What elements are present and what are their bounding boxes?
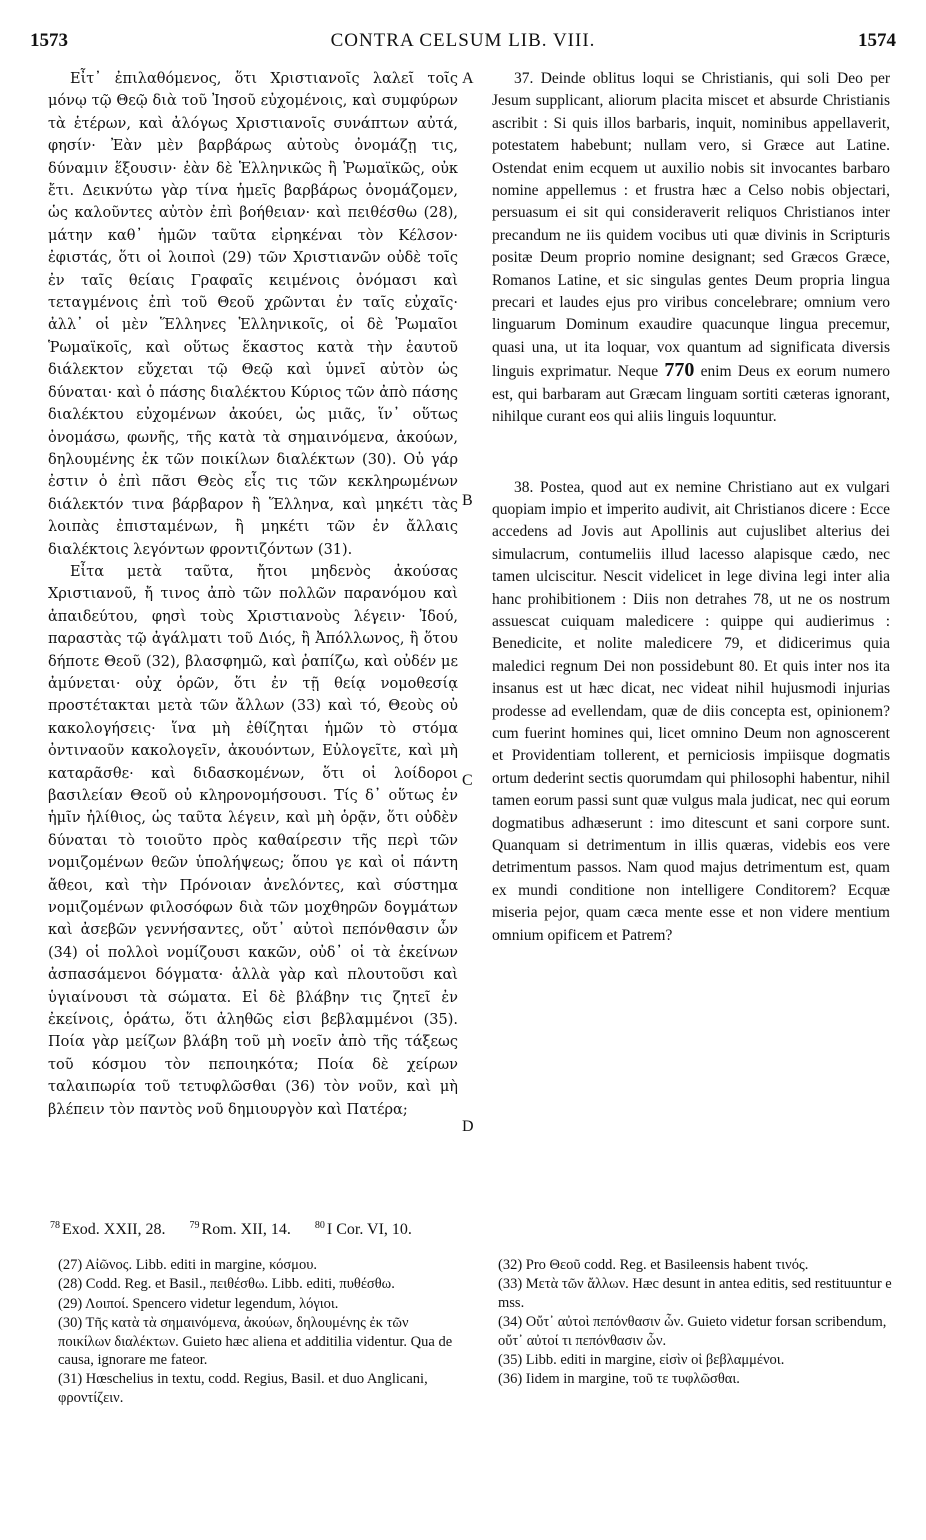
- page-header: [30, 30, 896, 60]
- footnote-36: (36) Iidem in margine, τοῦ τε τυφλῶσθαι.: [498, 1371, 740, 1388]
- latin-paragraph-38: 38. Postea, quod aut ex nemine Christiano aut ex vulgari quopiam impio et imperito audivit, ait Christianos dicere : Ecce accedens ad Jovis aut Apollinis aut cujuslibet alterius dei simulacrum, contumeliis illud lacesso alapisque cædo, nec tamen ulciscitur. Nescit videlicet in lege divina legi inter alia hanc prohibitionem : Diis non detrahes 78, ut ne os nostrum assuescat cuiquam maledicere : quippe qui audierimus : Benedicite, et nolite maledicere 79, et didicerimus quia maledici regnum Dei non possidebunt 80. Et quis inter nos ita insanus est ut hæc dicat, nec videat nihil hujusmodi injurias prodesse ad evellendam, quæ de diis concepta est, opinionem? cum fuerint homines qui, licet omnino Deum non agnoscerent et Providentiam tollerent, et perniciosis impiisque dogmatis ortum dederint sectis quorumdam qui philosophi habentur, nihil tamen eorum passi sunt quæ vulgus mala judicat, nec qui eorum dogmatibus adhæserunt : imo ditescunt et sani corpore sunt. Quanquam si detrimentum in illis quæras, videbis eos vere detrimentum passos. Nam quod majus detrimentum est, quam ex mundi conditione non intelligere Conditorem? Ecquæ miseria pejor, quam cæca mente esse et non videre mentium omnium opificem et Patrem?: [492, 478, 890, 944]
- right-page-number: 1574: [858, 30, 896, 51]
- footnote-28: (28) Codd. Reg. et Basil., πειθέσθω. Libb. editi, πυθέσθω.: [58, 1276, 395, 1293]
- footnote-27: (27) Αἰῶνος. Libb. editi in margine, κόσμου.: [58, 1257, 318, 1273]
- greek-paragraph-1: Εἶτ᾽ ἐπιλαθόμενος, ὅτι Χριστιανοῖς λαλεῖ τοῖς μόνῳ τῷ Θεῷ διὰ τοῦ Ἰησοῦ εὐχομένοις, καὶ συμφύρων τὰ ἑτέρων, καὶ ἀλόγως Χριστιανοῖς συνάπτων αὐτά, φησίν· Ἐὰν μὲν βαρβάρως αὐτοὺς ὀνομάζῃ τις, δύναμιν ἕξουσιν· ἐὰν δὲ Ἑλληνικῶς ἢ Ῥωμαϊκῶς, οὐκ ἔτι. Δεικνύτω γὰρ τίνα ἡμεῖς βαρβάρως ὀνομάζομεν, ὡς καλοῦντες αὐτὸν ἐπὶ βοήθειαν· καὶ πειθέσθω (28), μάτην καθ᾽ ἡμῶν ταῦτα εἰρηκέναι τὸν Κέλσον· ἐφιστάς, ὅτι οἱ λοιποὶ (29) τῶν Χριστιανῶν οὐδὲ τοῖς ἐν ταῖς θείαις Γραφαῖς κειμένοις ὀνόμασι καὶ τεταγμένοις ἐπὶ τοῦ Θεοῦ χρῶνται ἐν ταῖς εὐχαῖς· ἀλλ᾽ οἱ μὲν Ἕλληνες Ἑλληνικοῖς, οἱ δὲ Ῥωμαῖοι Ῥωμαϊκοῖς, καὶ οὕτως ἕκαστος κατὰ τὴν ἑαυτοῦ διάλεκτον εὔχεται τῷ Θεῷ καὶ ὑμνεῖ αὐτὸν ὡς δύναται· καὶ ὁ πάσης διαλέκτου Κύριος τῶν ἀπὸ πάσης διαλέκτου εὐχομένων ἀκούει, ὡς μιᾶς, ἵν᾽ οὕτως ὀνομάσω, φωνῆς, τῆς κατὰ τὰ σημαινόμενα, ἀκούων, δηλουμένης ἐκ τῶν ποικίλων διαλέκτων (30). Οὐ γάρ ἐστιν ὁ ἐπὶ πᾶσι Θεὸς εἷς τις τῶν κεκληρωμένων διάλεκτόν τινα βάρβαρον ἢ Ἕλληνα, καὶ μηκέτι τὰς λοιπὰς ἐπισταμένων, ἢ μηκέτι τῶν ἐν ἄλλαις διαλέκτοις λεγόντων φροντιζόντων (31).: [48, 71, 458, 558]
- reference-80: $^{80}$ I Cor. VI, 10.: [314, 1220, 412, 1239]
- footnote-30: (30) Τῆς κατὰ τὰ σημαινόμενα, ἀκούων, δηλουμένης ἐκ τῶν ποικίλων διαλέκτων. Guieto hæc aliena et additilia videntur. Qua de causa, ignorare me fateor.: [58, 1315, 453, 1369]
- margin-marker-a: A: [462, 70, 474, 87]
- latin-p37-text-end: enim Deus ex eorum numero est, qui barbaram aut Græcam linguam sortiti cæteras ignorant, nihilque curant eos qui aliis linguis loquuntur.: [492, 363, 890, 426]
- greek-column: [48, 68, 458, 1121]
- footnote-29: (29) Λοιποί. Spencero videtur legendum, λόγιοι.: [58, 1295, 339, 1312]
- running-title: CONTRA CELSUM LIB. VIII.: [330, 30, 596, 51]
- margin-marker-c: C: [462, 772, 473, 789]
- footnote-31: (31) Hœschelius in textu, codd. Regius, Basil. et duo Anglicani, φροντίζειν.: [58, 1371, 428, 1406]
- scripture-references: [50, 1220, 890, 1239]
- footnotes-right: [498, 1256, 894, 1390]
- footnote-34: (34) Οὔτ᾽ αὐτοὶ πεπόνθασιν ὧν. Guieto videtur forsan scribendum, οὔτ᾽ αὐτοί τι πεπόνθασιν ὧν.: [498, 1314, 887, 1349]
- latin-paragraph-37: [492, 68, 890, 429]
- footnote-35: (35) Libb. editi in margine, εἰσὶν οἱ βεβλαμμένοι.: [498, 1352, 785, 1369]
- reference-78: $^{78}$ Exod. XXII, 28.: [50, 1220, 166, 1239]
- margin-marker-b: B: [462, 492, 473, 509]
- footnotes-left: [58, 1256, 458, 1408]
- column-number-770: 770: [664, 359, 695, 382]
- margin-marker-d: D: [462, 1118, 474, 1135]
- greek-paragraph-2: Εἶτα μετὰ ταῦτα, ἤτοι μηδενὸς ἀκούσας Χριστιανοῦ, ἤ τινος ἀπὸ τῶν πολλῶν παρανόμου καὶ ἀπαιδεύτου, φησὶ τοὺς Χριστιανοὺς λέγειν· Ἰδού, παραστὰς τῷ ἀγάλματι τοῦ Διός, ἢ Ἀπόλλωνος, ἢ ὅτου δήποτε Θεοῦ (32), βλασφημῶ, καὶ ῥαπίζω, καὶ οὐδέν με ἀμύνεται· οὐχ ὁρῶν, ὅτι ἐν τῇ θείᾳ νομοθεσίᾳ προστέτακται μετὰ τῶν ἄλλων (33) καὶ τό, Θεοὺς οὐ κακολογήσεις· ἵνα μὴ ἐθίζηται ἡμῶν τὸ στόμα ὀντιναοῦν κακολογεῖν, ἀκουόντων, Εὐλογεῖτε, καὶ μὴ καταρᾶσθε· καὶ διδασκομένων, ὅτι οἱ λοίδοροι βασιλείαν Θεοῦ οὐ κληρονομήσουσι. Τίς δ᾽ οὕτως ἐν ἡμῖν ἠλίθιος, ὡς ταῦτα λέγειν, καὶ μὴ ὁρᾷν, ὅτι οὐδὲν δύναται τὸ τοιοῦτο πρὸς καθαίρεσιν τῆς περὶ τῶν νομιζομένων θεῶν ὑπολήψεως; ὅπου γε καὶ οἱ πάντη ἄθεοι, καὶ τὴν Πρόνοιαν ἀνελόντες, καὶ σύστημα νομιζομένων φιλοσόφων διὰ τῶν μοχθηρῶν δογμάτων καὶ ἀσεβῶν γεννήσαντες, οὔτ᾽ αὐτοὶ πεπόνθασιν ὧν (34) οἱ πολλοὶ νομίζουσι κακῶν, οὐδ᾽ οἱ τὰ ἐκείνων ἀσπασάμενοι δόγματα· ἀλλὰ γὰρ καὶ πλουτοῦσι καὶ ὑγιαίνουσι τὰ σώματα. Εἰ δὲ βλάβην τις ζητεῖ ἐν ἐκείνοις, ὁράτω, ὅτι ἀληθῶς εἰσι βεβλαμμένοι (35). Ποία γὰρ μείζων βλάβη τοῦ μὴ νοεῖν ἀπὸ τῆς τάξεως τοῦ κόσμου τὸν πεποιηκότα; Ποία δὲ χείρων ταλαιπωρία τοῦ τετυφλῶσθαι (36) τὸν νοῦν, καὶ μὴ βλέπειν τὸν παντὸς νοῦ δημιουργὸν καὶ Πατέρα;: [48, 563, 458, 1118]
- footnote-33: (33) Μετὰ τῶν ἄλλων. Hæc desunt in antea editis, sed restituuntur e mss.: [498, 1276, 892, 1311]
- reference-79: $^{79}$ Rom. XII, 14.: [189, 1220, 291, 1239]
- left-page-number: 1573: [30, 30, 68, 51]
- footnote-32: (32) Pro Θεοῦ codd. Reg. et Basileensis habent τινός.: [498, 1257, 809, 1273]
- latin-p37-text: 37. Deinde oblitus loqui se Christianis, qui soli Deo per Jesum supplicant, aliorum placita miscet et absurde Christianis ascribit : Si quis illos barbaris, inquit, nominibus appellaverit, potestatem habebunt; nullam vero, si Græce aut Latine. Ostendat enim ecquem ut auxilio nobis sit invocantes barbaro nomine appellemus : et frustra hæc a Celso nobis objectari, persuasum ei sit qui consideraverit reliquos Christianos inter precandum ne iis quidem vocibus uti quæ divinis in Scripturis positæ Deum proprio nomine designant; sed Græcos Græce, Romanos Latine, et sic singulas gentes Deum propria lingua precari et laudes ejus pro viribus concelebrare; omnium vero linguarum Dominum exaudire quacunque lingua precemur, quasi una, ut ita loquar, vox quantum ad significata diversis linguis exprimatur. Neque: [492, 70, 890, 381]
- latin-column: [492, 68, 890, 947]
